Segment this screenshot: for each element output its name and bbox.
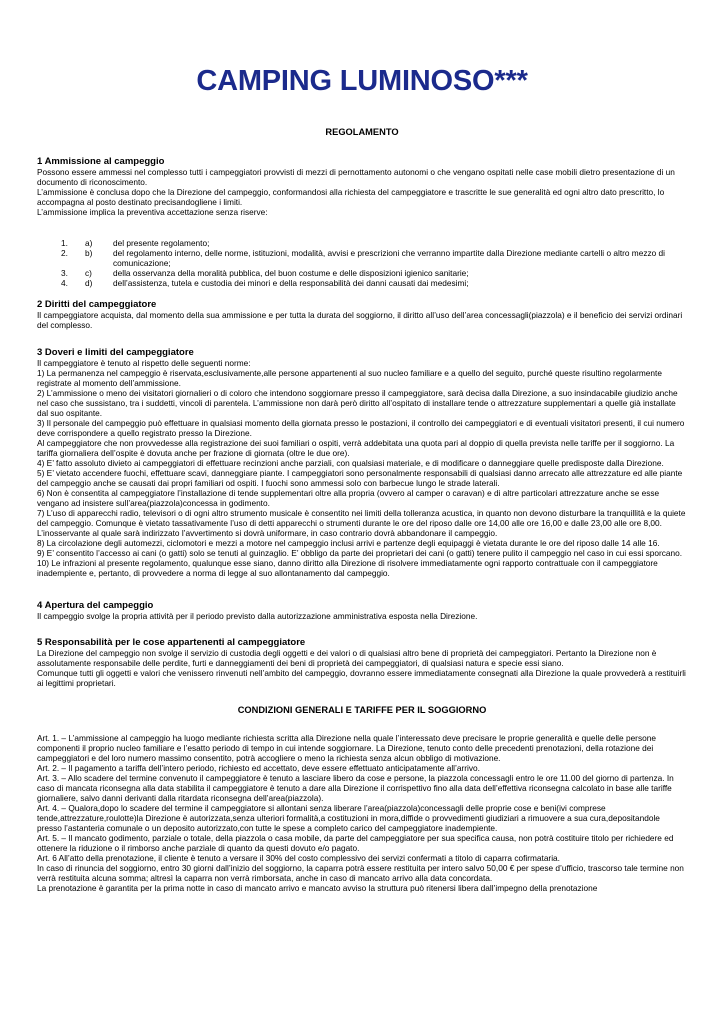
paragraph: 1) La permanenza nel campeggio è riservata,esclusivamente,alle persone appartenenti al suo nucleo familiare e a quello del seguito, purché queste risultino regolarmente registrate al momento dell’ammissione. bbox=[37, 368, 662, 388]
paragraph: 3) Il personale del campeggio può effettuare in qualsiasi momento della giornata presso le postazioni, il controllo dei campeggiatori e di eventuali visitatori presenti, il cui numero deve corrispondere a quello registrato presso la Direzione. bbox=[37, 418, 685, 438]
list-item: 3. c) della osservanza della moralità pubblica, del buon costume e delle disposizioni igienico sanitarie; bbox=[61, 268, 469, 278]
paragraph: 7) L’uso di apparecchi radio, televisori o di ogni altro strumento musicale è consentito nei limiti della tolleranza acustica, in quanto non devono disturbare la tranquillità e la quiete del campeggio. Comunque è vietato tassativamente l’uso di detti apparecchi o strumenti durante le ore del riposo dalle ore 14,00 alle ore 16,00 e dalle 23,00 alle ore 8,00. L’inosservante al quale sarà indirizzato l’avvertimento si dovrà uniformare, in caso contrario dovrà abbandonare il campeggio. bbox=[37, 508, 686, 538]
section-liability bbox=[37, 637, 687, 688]
list-item: 2. b) del regolamento interno, delle norme, istituzioni, modalità, avvisi e prescrizioni che verranno impartite dalla Direzione mediante cartelli o altro mezzo di comunicazione; bbox=[61, 248, 666, 268]
article: Art. 2. – Il pagamento a tariffa dell’intero periodo, richiesto ed accettato, deve essere effettuato anticipatamente all’arrivo. bbox=[37, 763, 480, 773]
paragraph: Il campeggio svolge la propria attività per il periodo previsto dalla autorizzazione amministrativa esposta nella Direzione. bbox=[37, 611, 478, 621]
paragraph: Il campeggiatore è tenuto al rispetto delle seguenti norme: bbox=[37, 358, 251, 368]
paragraph: 8) La circolazione degli automezzi, ciclomotori e mezzi a motore nel campeggio inclusi arrivi e partenze degli equipaggi è vietata durante le ore del riposo dalle 14 alle 16. bbox=[37, 538, 660, 548]
article: Art. 6 All’atto della prenotazione, il cliente è tenuto a versare il 30% del costo complessivo dei servizi confermati a titolo di caparra cofirmataria. bbox=[37, 853, 560, 863]
section-heading: 3 Doveri e limiti del campeggiatore bbox=[37, 347, 194, 358]
paragraph: L’ammissione implica la preventiva accettazione senza riserve: bbox=[37, 207, 268, 217]
section-rights bbox=[37, 299, 687, 330]
article: Art. 3. – Allo scadere del termine convenuto il campeggiatore è tenuto a lasciare libero da cose e persone, la piazzola concessagli entro le ore 11.00 del giorno di partenza. In caso di mancata riconsegna alla data stabilita il campeggiatore è tenuto a dare alla Direzione il corrispettivo fino alla data dell’effettiva riconsegna calcolato in base alle tariffe giornaliere, salvo danni derivanti dalla ritardata riconsegna dell’area(piazzola). bbox=[37, 773, 674, 803]
paragraph: Il campeggiatore acquista, dal momento della sua ammissione e per tutta la durata del soggiorno, il diritto all’uso dell’area concessagli(piazzola) e il beneficio dei servizi ordinari del complesso. bbox=[37, 310, 683, 330]
section-duties bbox=[37, 347, 687, 578]
article: Art. 5. – Il mancato godimento, parziale o totale, della piazzola o casa mobile, da parte del campeggiatore per sua specifica causa, non potrà costituire titolo per richiedere ed ottenere la riduzione o il rimborso anche parziale di quanto da questi dovuto e/o pagato. bbox=[37, 833, 674, 853]
regulation-heading: REGOLAMENTO bbox=[325, 127, 399, 137]
section-conditions bbox=[37, 733, 687, 893]
article: Art. 4. – Qualora,dopo lo scadere del termine il campeggiatore si allontani senza liberare l’area(piazzola)concessagli delle proprie cose e beni(ivi comprese tende,attrezzature,roulotte)la Direzione è autorizzata,senza ulteriori formalità,a costituzioni in mora,diffide o provvedimenti giudiziari a rimuovere a sua cura,depositandole presso l’astanteria comunale o un deposito autorizzato,con tutte le spese a completo carico del campeggiatore inadempiente. bbox=[37, 803, 660, 833]
paragraph: 4) E’ fatto assoluto divieto ai campeggiatori di effettuare recinzioni anche parziali, con qualsiasi materiale, e di modificare o danneggiare quelle predisposte dalla Direzione. bbox=[37, 458, 664, 468]
acceptance-list bbox=[37, 238, 687, 288]
paragraph: 6) Non è consentita al campeggiatore l’installazione di tende supplementari oltre alla propria (ovvero al camper o caravan) e di altre particolari attrezzature anche se esse vengano ad insistere sull’area(piazzola)concessa in godimento. bbox=[37, 488, 660, 508]
list-item: 1. a) del presente regolamento; bbox=[61, 238, 210, 248]
section-opening bbox=[37, 600, 687, 621]
paragraph: La Direzione del campeggio non svolge il servizio di custodia degli oggetti e dei valori o di qualsiasi altro bene di proprietà dei campeggiatori. Pertanto la Direzione non è assolutamente responsabile delle perdite, furti e danneggiamenti dei beni di proprietà dei campeggiatori, di qualsiasi natura e specie essi siano. bbox=[37, 648, 657, 668]
paragraph: Possono essere ammessi nel complesso tutti i campeggiatori provvisti di mezzi di pernottamento autonomi o che vengano ospitati nelle case mobili dietro presentazione di un documento di riconoscimento. bbox=[37, 167, 675, 187]
paragraph: Comunque tutti gli oggetti e valori che venissero rinvenuti nell’ambito del campeggio, dovranno essere immediatamente consegnati alla Direzione la quale provvederà a restituirli ai legittimi proprietari. bbox=[37, 668, 686, 688]
conditions-heading: CONDIZIONI GENERALI E TARIFFE PER IL SOGGIORNO bbox=[237, 705, 487, 715]
article: Art. 1. – L’ammissione al campeggio ha luogo mediante richiesta scritta alla Direzione nella quale l’interessato deve precisare le proprie generalità e quelle delle persone componenti il proprio nucleo familiare e l’esatto periodo di tempo in cui intende soggiornare. La Direzione, tenuto conto delle precedenti prenotazioni, della rotazione dei campeggiatori e del loro numero massimo consentito, potrà accogliere o meno la richiesta senza alcun obbligo di motivazione. bbox=[37, 733, 656, 763]
page-title: CAMPING LUMINOSO*** bbox=[196, 65, 528, 97]
article: La prenotazione è garantita per la prima notte in caso di mancato arrivo e mancato avviso la struttura può ritenersi libera dall’impegno della prenotazione bbox=[37, 883, 598, 893]
section-heading: 5 Responsabilità per le cose appartenenti al campeggiatore bbox=[37, 637, 306, 648]
section-admission bbox=[37, 156, 687, 288]
article: In caso di rinuncia del soggiorno, entro 30 giorni dall’inizio del soggiorno, la caparra potrà essere restituita per intero salvo 50,00 € per spese d’ufficio, trascorso tale termine non verrà restituita alcuna somma; altresì la caparra non verrà rimborsata, anche in caso di mancato arrivo alla data concordata. bbox=[37, 863, 684, 883]
section-heading: 1 Ammissione al campeggio bbox=[37, 156, 165, 167]
section-heading: 4 Apertura del campeggio bbox=[37, 600, 154, 611]
list-item: 4. d) dell’assistenza, tutela e custodia dei minori e della responsabilità dei danni causati dai medesimi; bbox=[61, 278, 469, 288]
paragraph: 2) L’ammissione o meno dei visitatori giornalieri o di coloro che intendono soggiornare presso il campeggiatore, sarà decisa dalla Direzione, a suo insindacabile giudizio anche nel caso che sussistano, tra i suddetti, vincoli di parentela. L’ammissione non darà però diritto all’ospitato di installare tende o attrezzature supplementari a quelle già installate dal suo ospitante. bbox=[37, 388, 678, 418]
paragraph: 9) E’ consentito l’accesso ai cani (o gatti) solo se tenuti al guinzaglio. E’ obbligo da parte dei proprietari dei cani (o gatti) tenere pulito il campeggio nel caso in cui essi sporcano. bbox=[37, 548, 683, 558]
paragraph: L’ammissione è conclusa dopo che la Direzione del campeggio, conformandosi alla richiesta del campeggiatore e trascritte le sue generalità ed ogni altro dato prescritto, lo accompagna al posto destinato precisandogliene i limiti. bbox=[37, 187, 665, 207]
section-heading: 2 Diritti del campeggiatore bbox=[37, 299, 157, 310]
paragraph: 10) Le infrazioni al presente regolamento, qualunque esse siano, danno diritto alla Direzione di risolvere immediatamente ogni rapporto contrattuale con il campeggiatore inadempiente e, pertanto, di provvedere a norma di legge al suo allontanamento dal campeggio. bbox=[37, 558, 658, 578]
paragraph: 5) E’ vietato accendere fuochi, effettuare scavi, danneggiare piante. I campeggiatori sono personalmente responsabili di qualsiasi danno arrecato alle attrezzature ed alle piante del campeggio anche se causati dai propri familiari od ospiti. I fuochi sono ammessi solo con barbecue lungo le strade laterali. bbox=[37, 468, 683, 488]
paragraph: Al campeggiatore che non provvedesse alla registrazione dei suoi familiari o ospiti, verrà addebitata una quota pari al doppio di quella prevista nelle tariffe per il soggiorno. La tariffa giornaliera dell’ospite è dovuta anche per frazione di giornata (oltre le due ore). bbox=[37, 438, 675, 458]
